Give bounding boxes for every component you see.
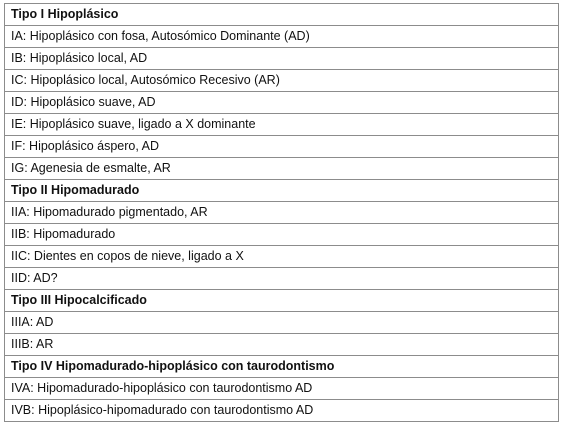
table-cell: IA: Hipoplásico con fosa, Autosómico Dominante (AD) bbox=[5, 26, 559, 48]
table-row bbox=[5, 202, 559, 224]
table-cell: IIIA: AD bbox=[5, 312, 559, 334]
table-row bbox=[5, 224, 559, 246]
table-cell: IVB: Hipoplásico-hipomadurado con taurodontismo AD bbox=[5, 400, 559, 422]
table-cell: IID: AD? bbox=[5, 268, 559, 290]
group-header-cell: Tipo IV Hipomadurado-hipoplásico con taurodontismo bbox=[5, 356, 559, 378]
table-cell: IG: Agenesia de esmalte, AR bbox=[5, 158, 559, 180]
table-row bbox=[5, 114, 559, 136]
classification-table bbox=[4, 3, 559, 422]
table-cell: IIIB: AR bbox=[5, 334, 559, 356]
group-header-row bbox=[5, 4, 559, 26]
table-row bbox=[5, 334, 559, 356]
table-cell: IIB: Hipomadurado bbox=[5, 224, 559, 246]
table-cell: IIC: Dientes en copos de nieve, ligado a X bbox=[5, 246, 559, 268]
table-cell: IB: Hipoplásico local, AD bbox=[5, 48, 559, 70]
table-cell: IC: Hipoplásico local, Autosómico Recesivo (AR) bbox=[5, 70, 559, 92]
table-row bbox=[5, 268, 559, 290]
table-row bbox=[5, 136, 559, 158]
group-header-cell: Tipo III Hipocalcificado bbox=[5, 290, 559, 312]
table-cell: IVA: Hipomadurado-hipoplásico con taurodontismo AD bbox=[5, 378, 559, 400]
table-cell: IIA: Hipomadurado pigmentado, AR bbox=[5, 202, 559, 224]
table-row bbox=[5, 246, 559, 268]
table-row bbox=[5, 26, 559, 48]
table-row bbox=[5, 158, 559, 180]
table-cell: IF: Hipoplásico áspero, AD bbox=[5, 136, 559, 158]
table-row bbox=[5, 48, 559, 70]
group-header-cell: Tipo II Hipomadurado bbox=[5, 180, 559, 202]
table-cell: IE: Hipoplásico suave, ligado a X dominante bbox=[5, 114, 559, 136]
group-header-row bbox=[5, 356, 559, 378]
table-row bbox=[5, 70, 559, 92]
table-row bbox=[5, 312, 559, 334]
table-cell: ID: Hipoplásico suave, AD bbox=[5, 92, 559, 114]
group-header-row bbox=[5, 180, 559, 202]
table-row bbox=[5, 400, 559, 422]
table-row bbox=[5, 378, 559, 400]
table-row bbox=[5, 92, 559, 114]
group-header-row bbox=[5, 290, 559, 312]
group-header-cell: Tipo I Hipoplásico bbox=[5, 4, 559, 26]
